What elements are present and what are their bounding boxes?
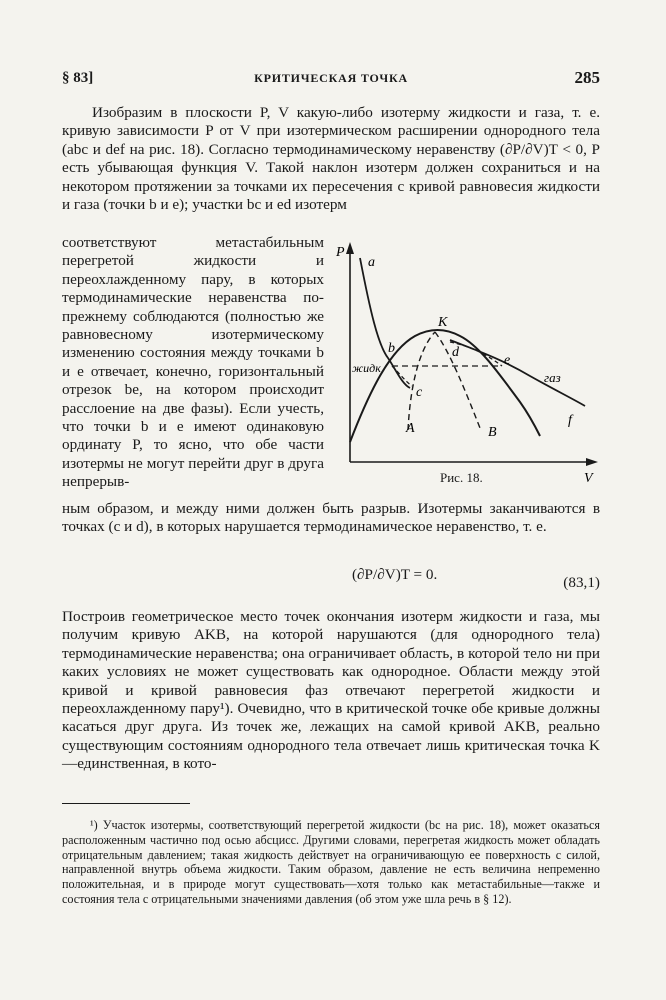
footnote: ¹) Участок изотермы, соответствующий перегретой жидкости (bc на рис. 18), может оказаться расположенным частично под осью абсцисс. Другими словами, перегретая жидкость может обладать отрицательным давлением; такая жидкость действует на ограничивающую ее поверхность с силой, направленной внутрь объема жидкости. Таким образом, давление не есть величина непременно положительная, и в природе могут существовать—хотя только как метастабильные—также и состояния тела с отрицательными значениями давления (об этом уже шла речь в § 12). (62, 818, 600, 906)
paragraph-3 (62, 608, 600, 774)
wrapped-text-column: соответствуют метастабильным перегретой жидкости и переохлажденному пару, в которых термодинамические неравенства по-прежнему соблюдаются (полностью же равновесному изотермическому изменению состояния между точками b и e отвечает, конечно, горизонтальный отрезок be, на котором происходит расслоение на две фазы). Если учесть, что точки b и e имеют одинаковую ординату P, то ясно, что обе части изотермы не могут перейти друг в друга непрерыв- (62, 234, 324, 491)
page-number: 285 (574, 68, 600, 87)
page-header (62, 70, 600, 94)
equation-number: (83,1) (563, 574, 600, 591)
label-B: B (488, 425, 497, 440)
equation-expression: (∂P/∂V)T = 0. (352, 566, 438, 583)
paragraph-1 (62, 104, 600, 214)
label-A: A (406, 421, 415, 436)
label-e: e (504, 353, 511, 368)
label-b: b (388, 341, 395, 356)
running-title: КРИТИЧЕСКАЯ ТОЧКА (254, 71, 408, 85)
label-c: c (416, 385, 423, 400)
axis-x-label: V (584, 471, 593, 486)
x-axis-arrow (586, 458, 598, 466)
label-gas: газ (544, 370, 561, 385)
footnote-rule (62, 803, 190, 804)
section-ref: § 83] (62, 70, 94, 86)
paragraph-3-text: Построив геометрическое место точек окончания изотерм жидкости и газа, мы получим кривую AKB, на которой нарушаются (для однородного тела) термодинамические неравенства; она ограничивает область, в которой тело ни при каких условиях не может существовать как однородное. Области между этой кривой и кривой равновесия фаз отвечают перегретой жидкости и переохлажденному пару¹). Очевидно, что в критической точке обе кривые должны касаться друг друга. Из точек же, лежащих на самой кривой AKB, реально существующим состояниям однородного тела отвечает лишь критическая точка K—единственная, в кото- (62, 608, 600, 773)
equation-83-1 (62, 564, 600, 598)
figure-caption: Рис. 18. (440, 470, 483, 485)
paragraph-2: ным образом, и между ними должен быть разрыв. Изотермы заканчиваются в точках (c и d), в которых нарушается термодинамическое неравенство, т. е. (62, 500, 600, 536)
isotherm-gas-def (450, 340, 585, 406)
paragraph-1-text: Изобразим в плоскости P, V какую-либо изотерму жидкости и газа, т. е. кривую зависимости P от V при изотермическом расширении однородного тела (abc и def на рис. 18). Согласно термодинамическому неравенству (∂P/∂V)T < 0, P есть убывающая функция V. Такой наклон изотерм должен сохраниться и на некотором протяжении за точками их пересечения с кривой равновесия жидкости и газа (точки b и e); участки bc и ed изотерм (62, 104, 600, 214)
axis-y-label: P (336, 245, 345, 260)
y-axis-arrow (346, 242, 354, 254)
label-a: a (368, 255, 375, 270)
label-K: K (438, 315, 448, 330)
label-f: f (568, 413, 572, 428)
equilibrium-curve (350, 330, 540, 442)
label-d: d (452, 345, 459, 360)
label-liquid: жидк (352, 361, 381, 375)
